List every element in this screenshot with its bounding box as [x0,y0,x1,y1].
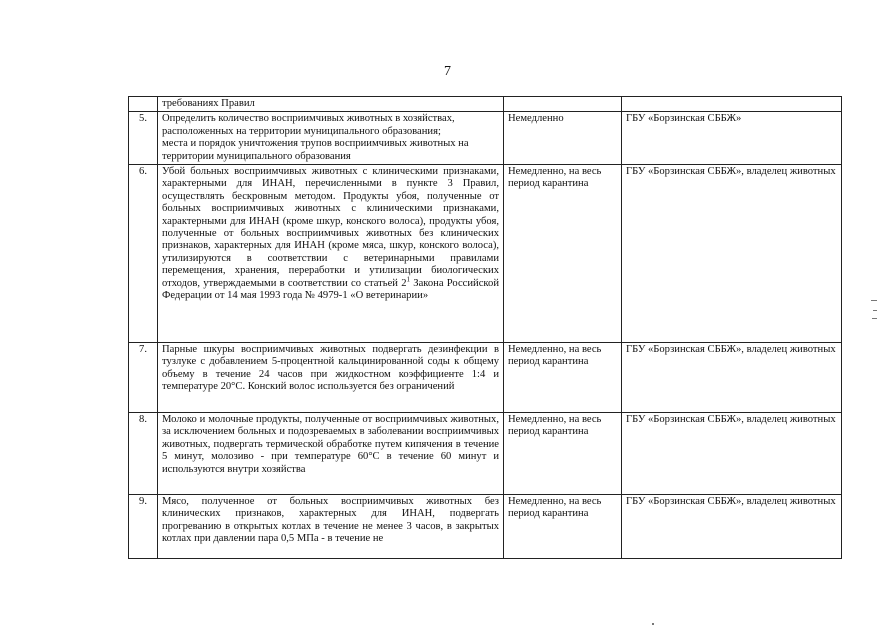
term-cell: Немедленно, на весь период карантина [504,165,622,343]
table-row [129,112,842,165]
description-line: территории муниципального образования [162,150,351,162]
table-row [129,97,842,112]
responsible-cell: ГБУ «Борзинская СББЖ», владелец животных [622,495,842,559]
measure-description-cell: Парные шкуры восприимчивых животных подвергать дезинфекции в тузлуке с добавлением 5-процентной кальцинированной соды к общему объему в течение 24 часов при жидкостном коэффициенте 1:4 и температуре 20°С. Конский волос используется без ограничений [158,343,504,413]
scan-speck [872,318,877,319]
responsible-cell: ГБУ «Борзинская СББЖ», владелец животных [622,343,842,413]
term-cell [504,97,622,112]
table-row [129,413,842,495]
responsible-cell [622,97,842,112]
row-number-cell: 9. [129,495,158,559]
description-line: Определить количество восприимчивых животных в хозяйствах, [162,113,455,125]
row-number-cell: 5. [129,112,158,165]
description-line: расположенных на территории муниципального образования; [162,125,441,137]
scan-speck [871,300,877,301]
term-cell: Немедленно, на весь период карантина [504,413,622,495]
measure-description-cell: Молоко и молочные продукты, полученные от восприимчивых животных, за исключением больных и подозреваемых в заболевании восприимчивых животных, подвергать термической обработке путем кипячения в течение 5 минут, молозиво - при температуре 60°С в течение 60 минут и используются внутри хозяйства [158,413,504,495]
description-line: требованиях Правил [162,98,255,109]
description-text-continued: Закона Российской Федерации от 14 мая 1993 года № 4979-1 «О ветеринарии» [162,277,499,302]
row-number-cell: 6. [129,165,158,343]
responsible-cell: ГБУ «Борзинская СББЖ» [622,112,842,165]
measure-description-cell [158,97,504,112]
term-cell: Немедленно, на весь период карантина [504,343,622,413]
description-text: Убой больных восприимчивых животных с клиническими признаками, характерными для ИНАН, перечисленными в пункте 3 Правил, осуществлять бескровным методом. Продукты убоя, полученные от больных восприимчивых животных с клиническими признаками, характерными для ИНАН (кроме шкур, конского волоса), продукты убоя, полученные от больных восприимчивых животных без клинических признаков, характерных для ИНАН (кроме мяса, шкур, конского волоса), утилизируются в соответствии с ветеринарными правилами перемещения, хранения, переработки и утилизации биологических отходов, утверждаемыми в соответствии со статьей 2 [162,166,499,289]
term-cell: Немедленно [504,112,622,165]
table-row [129,165,842,343]
row-number-cell: 7. [129,343,158,413]
responsible-cell: ГБУ «Борзинская СББЖ», владелец животных [622,165,842,343]
measure-description-cell [158,112,504,165]
measures-table [128,96,842,559]
table-row [129,343,842,413]
scan-speck [873,310,877,311]
table-row [129,495,842,559]
measure-description-cell [158,165,504,343]
row-number-cell [129,97,158,112]
superscript-mark: 1 [406,275,411,284]
measure-description-cell: Мясо, полученное от больных восприимчивых животных без клинических признаков, характерных для ИНАН, подвергать прогреванию в открытых котлах в течение не менее 3 часов, в закрытых котлах при давлении пара 0,5 МПа - в течение не [158,495,504,559]
term-cell: Немедленно, на весь период карантина [504,495,622,559]
row-number-cell: 8. [129,413,158,495]
responsible-cell: ГБУ «Борзинская СББЖ», владелец животных [622,413,842,495]
scan-speck [652,623,654,625]
page-number: 7 [444,64,451,79]
description-line: места и порядок уничтожения трупов восприимчивых животных на [162,138,469,150]
